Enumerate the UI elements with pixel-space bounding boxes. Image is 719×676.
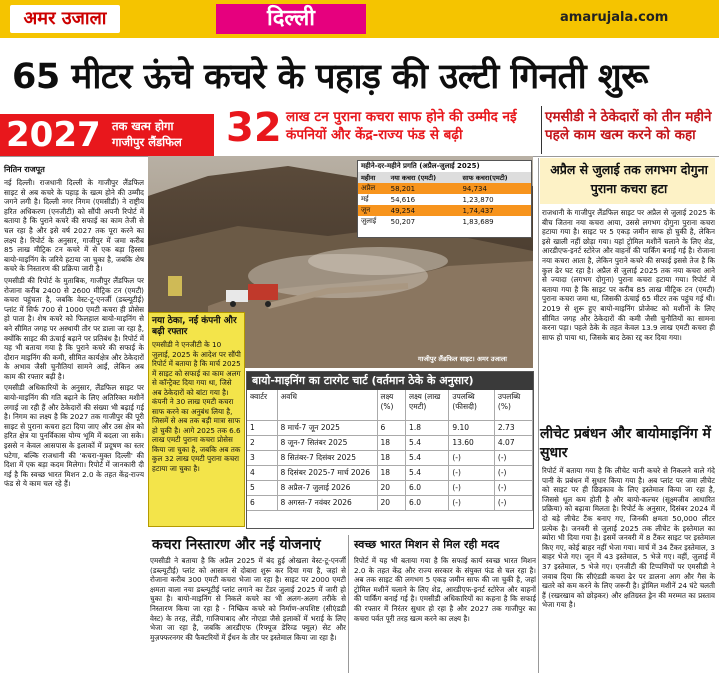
table-cell: 49,254 [388,205,460,216]
target-table [246,371,534,529]
column-header: नया कचरा (एमटी) [388,172,460,183]
paragraph: एमसीडी अधिकारियों के अनुसार, लैंडफिल साइट पर बायो-माइनिंग की गति बढ़ाने के लिए अतिरिक्त मशीनें लगाई जा रही हैं और ठेकेदारों की संख्या भी बढ़ाई गई है। निगम का लक्ष्य है कि 2027 तक गाजीपुर की पूरी साइट से पुराना कचरा हटा दिया जाए और उस क्षेत्र को हरित क्षेत्र या पुनर्विकास योग्य भूमि में बदला जा सके। इससे न केवल आसपास के इलाकों में प्रदूषण का स्तर घटेगा, बल्कि राजधानी की 'कचरा-मुक्त दिल्ली' की दिशा में एक बड़ा कदम मिलेगा। रिपोर्ट में जानकारी दी गई है कि स्वच्छ भारत मिशन 2.0 के तहत केंद्र-राज्य फंड से ये काम चल रहे हैं। [4,383,144,489]
table-cell: अप्रैल [358,183,388,194]
progress-table-title: महीने-दर-महीने प्रगति (अप्रैल-जुलाई 2025) [361,162,480,170]
table-row [247,495,533,510]
column-header: उपलब्धि (%) [494,390,532,420]
table-row [247,450,533,465]
table-cell: 2.73 [494,420,532,435]
table-row [247,435,533,450]
right-section-body: राजधानी के गाजीपुर लैंडफिल साइट पर अप्रैल से जुलाई 2025 के बीच जितना नया कचरा आया, उससे लगभग दोगुना पुराना कचरा हटाया गया है। साइट पर 5 एकड़ जमीन साफ हो चुकी है, लेकिन इसे खाली नहीं छोड़ा गया। यहां ट्रोमिल मशीनें चलाने के लिए शेड, आरडीएफ-इनर्ट स्टोरेज और वाहनों की पार्किंग बनाई गई है। रोजाना नया कचरा आता है, लेकिन पुराने कचरे की सफाई इससे तेज है कि कुल ढेर घट रहा है। अप्रैल से जुलाई 2025 तक नया कचरा आने से ज्यादा (लगभग दोगुना) पुराना कचरा हटाया गया। रिपोर्ट में बताया गया है कि साइट पर करीब 85 लाख मीट्रिक टन (एमटी) पुराना कचरा जमा था, जिसकी ऊंचाई 65 मीटर तक पहुंच गई थी। 2019 से शुरू हुए बायो-माइनिंग प्रोजेक्ट को मशीनों के लिए सीमित जगह और ठेकेदारों की कमी जैसी चुनौतियों का सामना करना पड़ा। पहले ठेके के तहत केवल 13.9 लाख एमटी कचरा ही साफ हो पाया था, जिसके बाद ठेका रद्द कर दिया गया। [542,208,715,342]
year-note-line1: तक खत्म होगा [112,119,174,133]
site-url[interactable]: amarujala.com [560,10,669,25]
column-header: क्वार्टर [247,390,277,420]
table-row [247,480,533,495]
table-cell: 8 मार्च-7 जून 2025 [277,420,377,435]
divider [541,106,542,154]
column-header: महीना [358,172,388,183]
table-cell: 54,616 [390,195,416,204]
table-cell: 4 [247,465,277,480]
table-cell: 8 दिसंबर 2025-7 मार्च 2026 [277,465,377,480]
table-cell: 50,207 [390,217,416,226]
city-edition-label: दिल्ली [216,4,366,34]
table-cell: 20 [377,495,406,510]
brand-logo[interactable]: अमर उजाला [10,5,120,33]
right-section-heading: अप्रैल से जुलाई तक लगभग दोगुना पुराना कचरा हटा [550,162,708,196]
table-cell: (-) [449,480,495,495]
left-column-text [4,178,144,673]
table-cell: (-) [494,465,532,480]
table-cell: 5.4 [406,450,449,465]
table-cell: जुलाई [361,217,377,225]
table-row [358,183,531,194]
table-cell: 18 [377,450,406,465]
section-heading-disposal: कचरा निस्तारण और नई योजनाएं [152,537,321,553]
byline: नितिन राजपूत [4,165,45,174]
table-cell: 18 [377,435,406,450]
table-cell: (-) [449,465,495,480]
table-cell: 58,201 [388,183,460,194]
table-cell: 1,74,437 [459,205,531,216]
table-cell: (-) [494,480,532,495]
yellow-info-box [148,312,245,527]
table-row [358,216,531,227]
table-cell: 8 सितंबर-7 दिसंबर 2025 [277,450,377,465]
table-cell: 4.07 [494,435,532,450]
table-row [247,420,533,435]
subhead-text: लाख टन पुराना कचरा साफ होने की उम्मीद नई कंपनियों और केंद्र-राज्य फंड से बढ़ी [286,109,517,143]
table-cell: (-) [449,450,495,465]
table-cell: 1,83,689 [462,217,494,226]
leachate-heading: लीचेट प्रबंधन और बायोमाइनिंग में सुधार [540,426,711,461]
table-cell: (-) [494,450,532,465]
leachate-body: रिपोर्ट में बताया गया है कि लीचेट यानी कचरे से निकलने वाले गंदे पानी के प्रबंधन में सुधार किया गया है। अब प्लांट पर जमा लीचेट को साइट पर ही छिड़काव के लिए इस्तेमाल किया जा रहा है, जिससे धूल कम होती है और बायो-कल्चर (सूक्ष्मजीव आधारित प्रक्रिया) को बढ़ावा मिलता है। रिपोर्ट के अनुसार, दिसंबर 2024 में दो बड़े लीचेट टैंक बनाए गए, जिनकी क्षमता 50,000 लीटर प्रत्येक है। जनवरी से जुलाई 2025 तक लीचेट के इस्तेमाल का ब्योरा भी दिया गया है। इसमें जनवरी में 8 टैंकर साइट पर इस्तेमाल किए गए, कोई बाहर नहीं भेजा गया। मार्च में 34 टैंकर इस्तेमाल, 3 बाहर भेजे गए। जून में 43 इस्तेमाल, 5 भेजे गए। वहीं, जुलाई में 37 इस्तेमाल, 5 भेजे गए। एनजीटी की टिप्पणियों पर एमसीडी ने जवाब दिया कि सीएंडडी कचरा ढेर पर डालना आग और गैस के खतरे को कम करने के लिए जरूरी है। ड्रोमिल मशीनें 24 घंटे चलती हैं (रखरखाव को छोड़कर) और क्षतिग्रस्त ड्रेन की मरम्मत का प्रस्ताव भेजा गया है। [542,466,715,610]
column-header: अवधि [277,390,377,420]
table-cell: 2 [247,435,277,450]
table-cell: 5.4 [406,465,449,480]
table-row [247,465,533,480]
progress-table [357,160,532,238]
divider [348,535,349,673]
section-heading-mission: स्वच्छ भारत मिशन से मिल रही मदद [354,538,500,551]
column-header: उपलब्धि (फीसदी) [449,390,495,420]
table-cell: 3 [247,450,277,465]
table-row [358,194,531,205]
table-row [358,205,531,216]
paragraph: नई दिल्ली। राजधानी दिल्ली के गाजीपुर लैंडफिल साइट से अब कचरे के पहाड़ के खत्म होने की उम्मीद जगने लगी है। दिल्ली नगर निगम (एमसीडी) ने राष्ट्रीय हरित अधिकरण (एनजीटी) को सौंपी अपनी रिपोर्ट में बताया है कि पुराने कचरे की सफाई का काम तेजी से चल रहा है और इसे वर्ष 2027 तक पूरा करने का लक्ष्य है। रिपोर्ट के अनुसार, गाजीपुर में जमा करीब 85 लाख मीट्रिक टन कचरे में से एक बड़ा हिस्सा बायो-माइनिंग के जरिये हटाया जा चुका है, जबकि शेष कचरे के निस्तारण की प्रक्रिया जारी है। [4,178,144,274]
table-cell: 6 [377,420,406,435]
table-cell: जून [358,205,388,216]
table-cell: 5 [247,480,277,495]
table-cell: मई [361,195,369,203]
section-body-mission: रिपोर्ट में यह भी बताया गया है कि सफाई कार्य स्वच्छ भारत मिशन 2.0 के तहत केंद्र और राज्य सरकार के संयुक्त फंड से चल रहा है। अब तक साइट की लगभग 5 एकड़ जमीन साफ की जा चुकी है, जहां ट्रोमिल मशीनें चलाने के लिए शेड, आरडीएफ-इनर्ट स्टोरेज और वाहनों की पार्किंग बनाई गई है। एमसीडी अधिकारियों का कहना है कि सफाई की रफ्तार में निरंतर सुधार हो रहा है और 2027 तक गाजीपुर का कचरा पर्वत पूरी तरह खत्म करने का लक्ष्य है। [354,556,536,623]
table-cell: 1.8 [406,420,449,435]
table-cell: 6.0 [406,495,449,510]
yellow-box-body: एमसीडी ने एनजीटी के 10 जुलाई, 2025 के आदेश पर सौंपी रिपोर्ट में बताया है कि मार्च 2025 में साइट को सफाई का काम अलग से कॉन्ट्रैक्ट दिया गया था, जिसे अब ठेकेदारों को बांटा गया है। कंपनी ने 30 लाख एमटी कचरा साफ करने का अनुबंध लिया है, जिसमें से अब तक बड़ी मात्रा साफ हो चुकी है। आगे 2025 तक 6.6 लाख एमटी पुराना कचरा प्रोसेस किया जा चुका है, जबकि अब तक कुल 32 लाख एमटी पुराना कचरा हटाया जा चुका है। [152,340,241,473]
yellow-box-heading: नया ठेका, नई कंपनी और बढ़ी रफ्तार [152,316,237,337]
table-cell: 6 [247,495,277,510]
divider [538,158,539,673]
paragraph: एमसीडी की रिपोर्ट के मुताबिक, गाजीपुर लैंडफिल पर रोजाना करीब 2400 से 2600 मीट्रिक टन (एमटी) कचरा पहुंचता है, जबकि वेस्ट-टू-एनर्जी (डब्ल्यूटीई) प्लांट में सिर्फ 700 से 1000 एमटी कचरा ही प्रोसेस हो पाता है। शेष कचरे को फिलहाल बायो-माइनिंग से बने सीमित जगह पर अस्थायी तौर पर डाला जा रहा है, क्योंकि साइट की ऊंचाई बढ़ाने पर प्रतिबंध है। रिपोर्ट में यह भी बताया गया है कि पुराने कचरे की सफाई के दौरान माइनिंग की कमी, सीमित कार्यक्षेत्र और ठेकेदारों के अभाव जैसी चुनौतियां सामने आईं, लेकिन अब काम की रफ्तार बढ़ी है। [4,275,144,381]
table-cell: 13.60 [449,435,495,450]
table-cell: 5.4 [406,435,449,450]
table-cell: 6.0 [406,480,449,495]
column-header: साफ कचरा(एमटी) [459,172,531,183]
page-headline: 65 मीटर ऊंचे कचरे के पहाड़ की उल्टी गिनती शुरू [12,57,648,97]
table-cell: 1 [247,420,277,435]
table-cell: 8 जून-7 सितंबर 2025 [277,435,377,450]
target-table-title: बायो-माइनिंग का टारगेट चार्ट (वर्तमान ठेके के अनुसार) [247,372,533,390]
table-cell: (-) [449,495,495,510]
side-headline: एमसीडी ने ठेकेदारों को तीन महीने पहले काम खत्म करने को कहा [545,109,712,143]
year-note-line2: गाजीपुर लैंडफिल [112,135,182,149]
table-cell: 8 अगस्त-7 नवंबर 2026 [277,495,377,510]
column-header: लक्ष्य (%) [377,390,406,420]
table-cell: 8 अप्रैल-7 जुलाई 2026 [277,480,377,495]
table-cell: 94,734 [459,183,531,194]
photo-caption: गाजीपुर लैंडफिल साइट। अमर उजाला [418,355,507,363]
subhead-number: 32 [226,105,282,151]
column-header: लक्ष्य (लाख एमटी) [406,390,449,420]
section-body-disposal: एमसीडी ने बताया है कि अप्रैल 2025 में बंद हुई ओखला वेस्ट-टू-एनर्जी (डब्ल्यूटीई) प्लांट को आसान से दोबारा शुरू कर दिया गया है, जहां से रोजाना करीब 300 एमटी कचरा भेजा जा रहा है। साइट पर 2000 एमटी क्षमता वाला नया डब्ल्यूटीई प्लांट लगाने का टेंडर जुलाई 2025 में जारी हो चुका है। बायो-माइनिंग से निकले कचरे का भी अलग-अलग तरीके से निस्तारण किया जा रहा है - निष्क्रिय कचरे को निर्माण-अपशिष्ट (सीएंडडी वेस्ट) के तरह, लेंडी, गाजियाबाद और नोएडा जैसे इलाकों में भराई के लिए भेजा जा रहा है, जबकि आरडीएफ (रिफ्यूज डेरिव्ड फ्यूल) सेट और मुज़फ्फरनगर की फैक्टरियों में ईंधन के तौर पर इस्तेमाल किया जा रहा है। [150,556,346,642]
table-cell: 20 [377,480,406,495]
year-number: 2027 [6,115,101,155]
table-cell: 9.10 [449,420,495,435]
table-cell: (-) [494,495,532,510]
table-cell: 18 [377,465,406,480]
table-cell: 1,23,870 [462,195,494,204]
year-note [112,118,182,150]
